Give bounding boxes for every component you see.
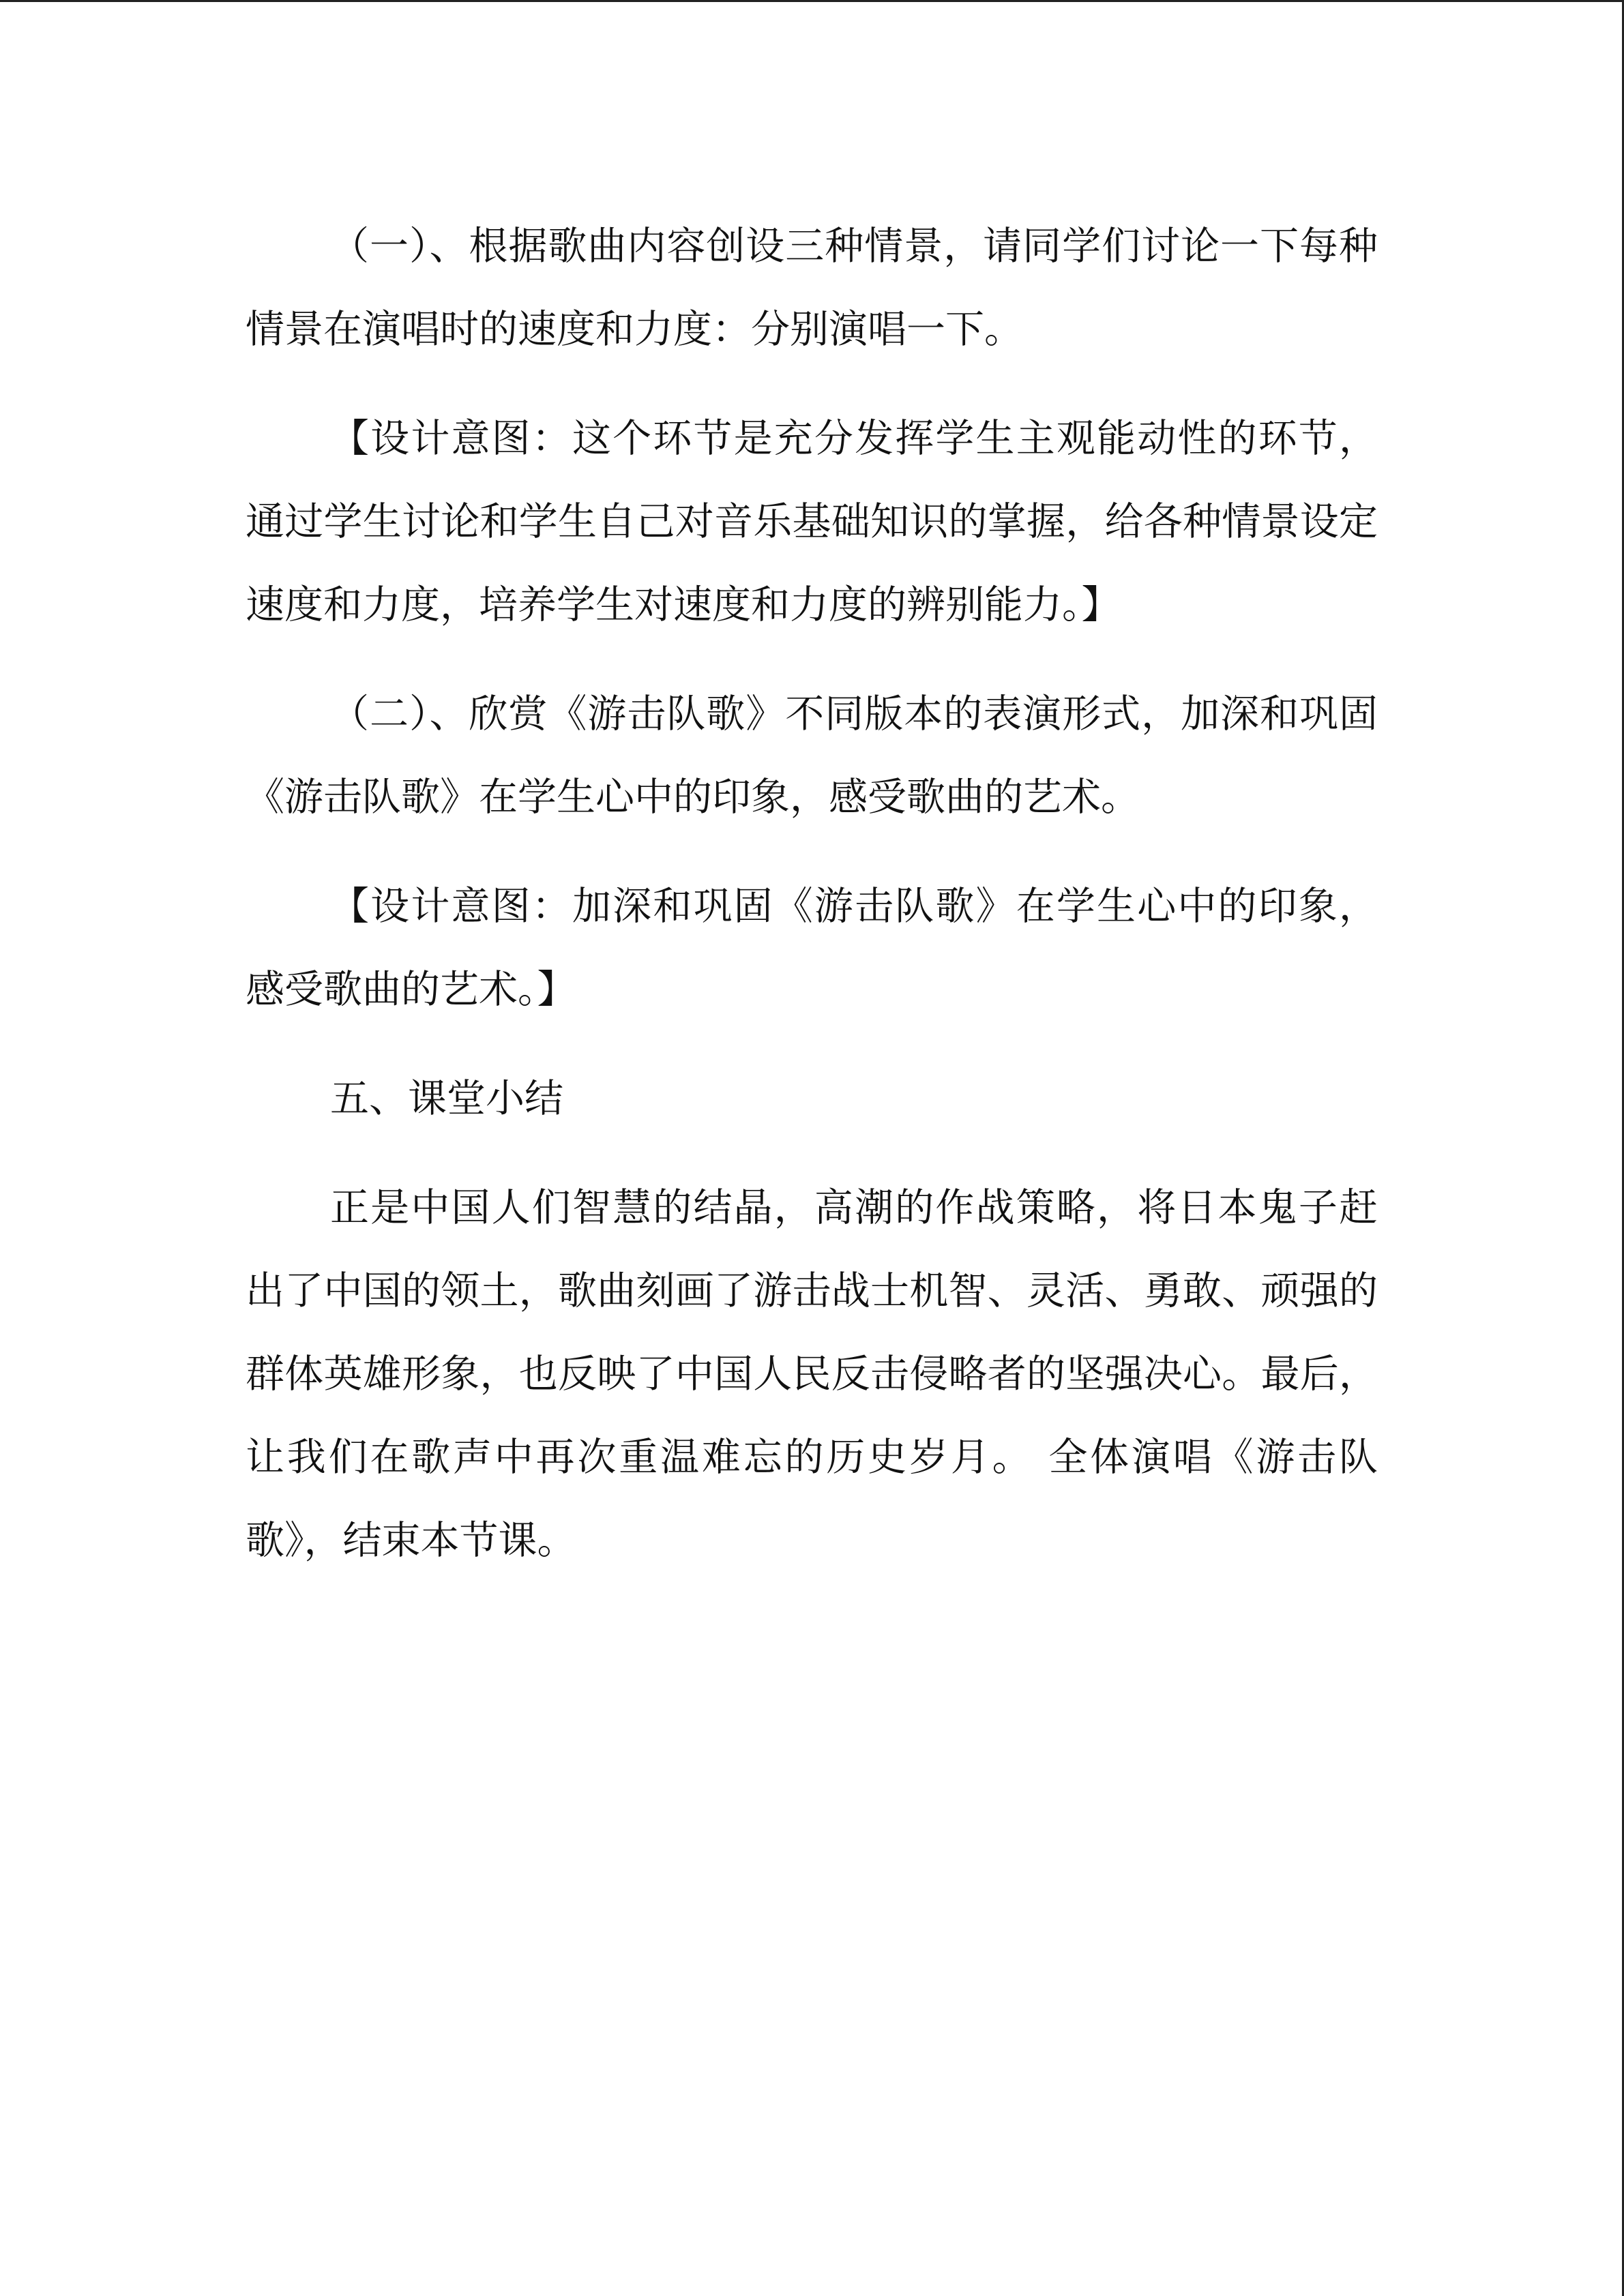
top-border-line <box>0 0 1624 2</box>
document-page <box>246 205 1378 1608</box>
paragraph-activity-one: （一）、根据歌曲内容创设三种情景，请同学们讨论一下每种情景在演唱时的速度和力度：分别演唱一下。 <box>246 224 1378 352</box>
paragraph-design-intent-one: 【设计意图：这个环节是充分发挥学生主观能动性的环节，通过学生讨论和学生自己对音乐基础知识的掌握，给各种情景设定速度和力度，培养学生对速度和力度的辨别能力。】 <box>246 416 1378 627</box>
paragraph-summary: 正是中国人们智慧的结晶，高潮的作战策略，将日本鬼子赶出了中国的领土，歌曲刻画了游击战士机智、灵活、勇敢、顽强的群体英雄形象，也反映了中国人民反击侵略者的坚强决心。最后，让我们在歌声中再次重温难忘的历史岁月。 全体演唱《游击队歌》，结束本节课。 <box>246 1185 1378 1563</box>
section-heading-summary: 五、课堂小结 <box>330 1076 563 1121</box>
paragraph-design-intent-two: 【设计意图：加深和巩固《游击队歌》在学生心中的印象，感受歌曲的艺术。】 <box>246 884 1378 1012</box>
paragraph-activity-two: （二）、欣赏《游击队歌》不同版本的表演形式，加深和巩固《游击队歌》在学生心中的印象，感受歌曲的艺术。 <box>246 691 1378 820</box>
